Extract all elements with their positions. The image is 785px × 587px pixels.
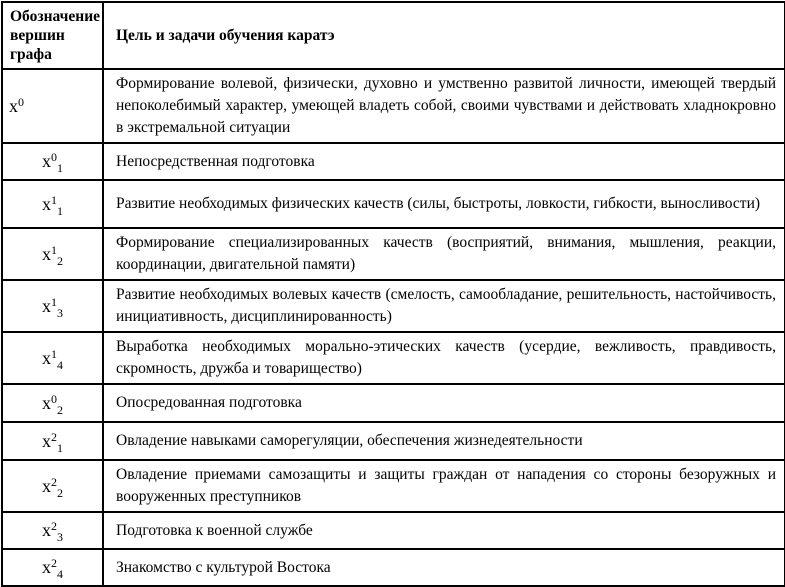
vertex-subscript: 2 (57, 402, 63, 417)
vertex-base: x (42, 557, 51, 577)
table-row (2, 549, 785, 586)
vertex-superscript: 1 (51, 192, 57, 207)
vertex-subscript: 4 (57, 357, 63, 372)
table-row (2, 332, 785, 384)
goal-text-cell: Овладение приемами самозащиты и защиты граждан от нападения со стороны безоружных и вооруженных преступников (103, 460, 785, 512)
goal-text-cell: Овладение навыками саморегуляции, обеспечения жизнедеятельности (103, 422, 785, 460)
vertex-superscript: 2 (51, 429, 57, 444)
vertex-notation (42, 519, 63, 544)
vertex-notation (42, 391, 63, 417)
goal-text-cell: Опосредованная подготовка (103, 384, 785, 422)
table-row (2, 69, 785, 143)
vertex-notation (42, 346, 63, 372)
vertex-base: x (42, 520, 51, 540)
vertex-subscript: 1 (57, 161, 63, 175)
vertex-notation (42, 294, 63, 320)
table-row (2, 422, 785, 460)
vertex-subscript: 3 (57, 305, 63, 320)
header-row (2, 2, 785, 69)
vertex-notation-cell (2, 512, 103, 549)
vertex-base: x (42, 347, 51, 368)
vertex-notation-cell (2, 422, 103, 460)
vertex-superscript: 2 (51, 556, 57, 570)
vertex-base: x (42, 430, 51, 451)
vertex-superscript: 0 (51, 150, 57, 164)
vertex-notation (42, 429, 63, 455)
goal-text-cell: Выработка необходимых морально-этических качеств (усердие, вежливость, правдивость, скромность, дружба и товарищество) (103, 332, 785, 384)
vertex-notation (42, 556, 63, 581)
goal-text-cell: Формирование специализированных качеств (восприятий, внимания, мышления, реакции, координации, двигательной памяти) (103, 228, 785, 280)
vertex-notation-cell (2, 280, 103, 332)
table-row (2, 460, 785, 512)
vertex-base: x (42, 392, 51, 413)
vertex-base: x (42, 475, 51, 496)
vertex-subscript: 2 (57, 253, 63, 268)
vertex-notation-cell (2, 69, 103, 143)
table-row (2, 180, 785, 228)
vertex-notation-cell (2, 180, 103, 228)
vertex-base: x (9, 95, 18, 116)
goal-text-cell: Развитие необходимых волевых качеств (смелость, самообладание, решительность, настойчивость, инициативность, дисциплинированность) (103, 280, 785, 332)
vertex-superscript: 1 (51, 242, 57, 257)
goal-text-cell: Развитие необходимых физических качеств (силы, быстроты, ловкости, гибкости, выносливости) (103, 180, 785, 228)
column-header-goal: Цель и задачи обучения каратэ (103, 2, 785, 69)
vertex-superscript: 1 (51, 346, 57, 361)
column-header-vertex: Обозначение вершин графа (2, 2, 103, 69)
vertex-superscript: 2 (51, 474, 57, 489)
vertex-base: x (42, 295, 51, 316)
vertex-notation-cell (2, 143, 103, 180)
vertex-subscript: 3 (57, 530, 63, 544)
vertex-superscript: 1 (51, 294, 57, 309)
vertex-base: x (42, 243, 51, 264)
vertex-notation (42, 242, 63, 268)
goal-text-cell: Подготовка к военной службе (103, 512, 785, 549)
vertex-base: x (42, 193, 51, 214)
vertex-notation (42, 150, 63, 175)
vertex-notation (42, 192, 63, 218)
vertex-notation-cell (2, 460, 103, 512)
goal-text-cell: Непосредственная подготовка (103, 143, 785, 180)
vertex-subscript: 1 (57, 440, 63, 455)
table-row (2, 143, 785, 180)
vertex-base: x (42, 151, 51, 171)
vertex-notation-cell (2, 228, 103, 280)
table-row (2, 384, 785, 422)
vertex-notation (42, 474, 63, 500)
vertex-notation-cell (2, 384, 103, 422)
goal-text-cell: Формирование волевой, физически, духовно и умственно развитой личности, имеющей твердый непоколебимый характер, умеющей владеть собой, своими чувствами и действовать хладнокровно в экстремальной ситуации (103, 69, 785, 143)
karate-goals-table (1, 1, 785, 587)
table-row (2, 280, 785, 332)
vertex-superscript: 0 (18, 94, 24, 109)
vertex-subscript: 1 (57, 203, 63, 218)
goal-text-cell: Знакомство с культурой Востока (103, 549, 785, 586)
vertex-notation-cell (2, 332, 103, 384)
vertex-superscript: 0 (51, 391, 57, 406)
vertex-notation (9, 96, 24, 116)
vertex-superscript: 2 (51, 519, 57, 533)
vertex-notation-cell (2, 549, 103, 586)
vertex-subscript: 2 (57, 485, 63, 500)
table-row (2, 228, 785, 280)
vertex-subscript: 4 (57, 567, 63, 581)
table-row (2, 512, 785, 549)
